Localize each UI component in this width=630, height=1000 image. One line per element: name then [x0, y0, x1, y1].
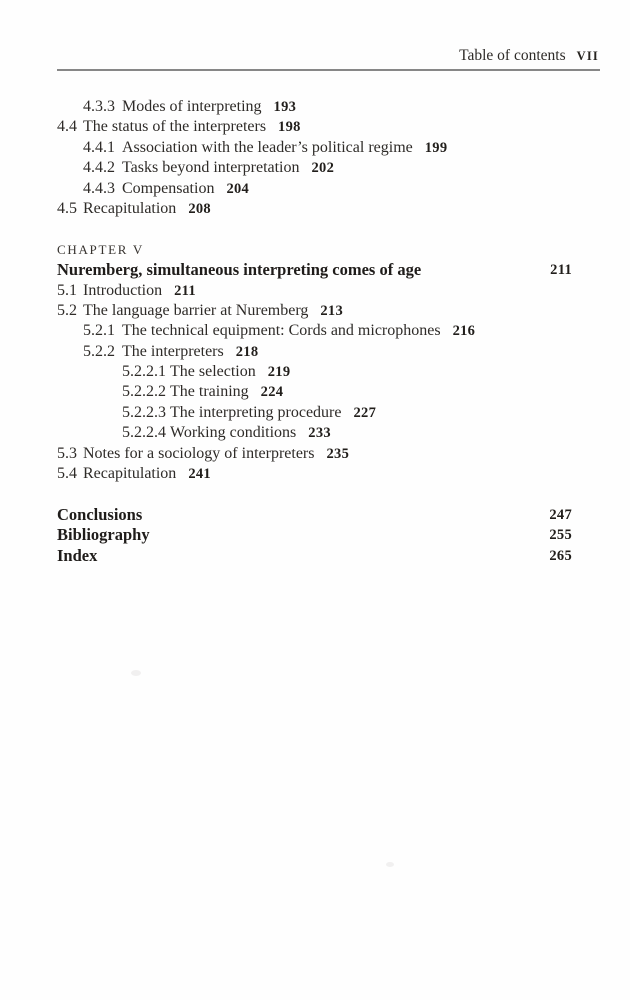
toc-row [0, 362, 630, 382]
entry-title: Association with the leader’s political regime [122, 138, 413, 156]
section-number: 4.4.3 [83, 179, 115, 197]
toc-row [0, 97, 630, 117]
toc-row [0, 403, 630, 423]
entry-title: Notes for a sociology of interpreters [83, 444, 315, 462]
entry-page-number: 247 [549, 506, 572, 523]
entry-page-number: 233 [308, 425, 331, 442]
section-number: 5.2.2 [83, 342, 115, 360]
entry-title: Conclusions [57, 504, 143, 524]
section-number: 5.2.2.3 [122, 403, 166, 421]
section-number: 5.2.1 [83, 322, 115, 340]
entry-page-number: 202 [311, 160, 335, 177]
entry-title: Recapitulation [83, 465, 177, 483]
toc-row [0, 525, 630, 545]
entry-page-number: 218 [235, 343, 259, 360]
toc-row [0, 301, 630, 321]
entry-page-number: 216 [452, 323, 476, 340]
toc-row [0, 199, 630, 219]
entry-page-number: 193 [273, 99, 297, 115]
toc-spacer [0, 484, 630, 504]
section-number: 4.4.2 [83, 159, 115, 177]
entry-title: The status of the interpreters [83, 118, 267, 136]
entry-title: Tasks beyond interpretation [122, 159, 300, 177]
entry-page-number: 204 [226, 180, 250, 197]
entry-title: Introduction [83, 281, 163, 299]
section-number: 4.3.3 [83, 98, 115, 115]
running-header-title: Table of contents [459, 47, 566, 64]
toc-row [0, 546, 630, 566]
toc-row [0, 138, 630, 158]
entry-title: Modes of interpreting [122, 98, 262, 115]
entry-page-number: 224 [260, 384, 284, 401]
running-header [0, 47, 599, 65]
toc-spacer [0, 219, 630, 239]
section-number: 4.5 [57, 199, 77, 217]
toc-row [0, 240, 630, 260]
entry-title: Bibliography [57, 525, 150, 545]
entry-page-number: 219 [267, 364, 291, 381]
toc-row [0, 505, 630, 525]
entry-title: Recapitulation [83, 199, 177, 217]
section-number: 4.4.1 [83, 138, 115, 156]
toc-row [0, 281, 630, 301]
scan-smudge [131, 670, 141, 676]
entry-page-number: 199 [424, 139, 448, 156]
entry-title: The language barrier at Nuremberg [83, 301, 309, 319]
entry-page-number: 265 [549, 547, 572, 564]
entry-title: The selection [170, 363, 256, 381]
entry-title: The training [170, 383, 249, 401]
entry-title: Working conditions [170, 424, 297, 442]
entry-title: Index [57, 545, 98, 565]
header-rule [57, 69, 600, 71]
toc-row [0, 158, 630, 178]
entry-page-number: 213 [320, 302, 344, 319]
section-number: 4.4 [57, 118, 77, 136]
section-number: 5.2.2.4 [122, 424, 166, 442]
entry-title: CHAPTER V [57, 241, 144, 257]
entry-page-number: 255 [549, 527, 572, 544]
page-number-folio: VII [576, 49, 599, 63]
section-number: 5.2 [57, 301, 77, 319]
entry-page-number: 198 [278, 119, 301, 136]
toc-row [0, 444, 630, 464]
toc-row [0, 382, 630, 402]
scan-smudge [386, 862, 394, 867]
section-number: 5.3 [57, 444, 77, 462]
entry-title: The interpreters [122, 342, 224, 360]
entry-page-number: 235 [326, 445, 350, 462]
toc-row [0, 423, 630, 443]
entry-page-number: 241 [188, 466, 211, 483]
toc-list [0, 97, 630, 566]
entry-title: The technical equipment: Cords and microphones [122, 322, 441, 340]
toc-row [0, 321, 630, 341]
section-number: 5.2.2.2 [122, 383, 166, 401]
entry-page-number: 211 [550, 262, 572, 279]
entry-title: The interpreting procedure [170, 403, 342, 421]
toc-row [0, 464, 630, 484]
section-number: 5.1 [57, 281, 77, 299]
entry-page-number: 208 [188, 200, 211, 217]
entry-page-number: 211 [174, 282, 196, 299]
entry-page-number: 227 [353, 404, 377, 421]
toc-row [0, 117, 630, 137]
section-number: 5.2.2.1 [122, 363, 166, 381]
toc-row [0, 179, 630, 199]
toc-row [0, 342, 630, 362]
section-number: 5.4 [57, 465, 77, 483]
entry-title: Compensation [122, 179, 215, 197]
toc-row [0, 260, 630, 280]
entry-title: Nuremberg, simultaneous interpreting comes of age [57, 260, 422, 280]
